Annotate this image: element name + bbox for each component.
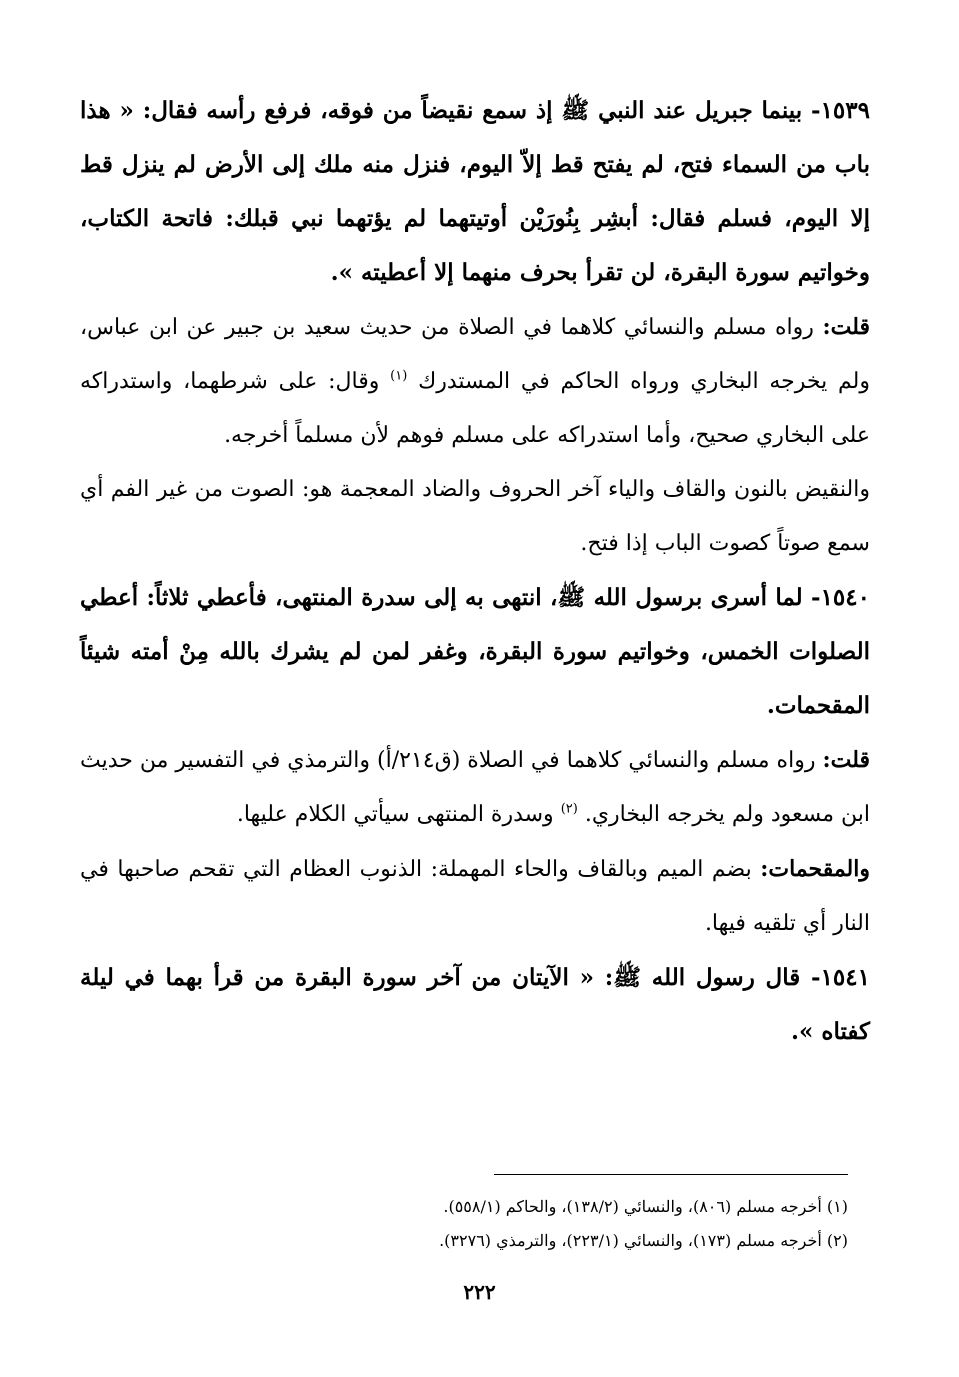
note-text-cont: وقال: على شرطهما، واستدراكه على البخاري صحيح، وأما استدراكه على مسلم فوهم لأن مسلماً أخرجه. xyxy=(80,369,870,448)
page-number: ٢٢٢ xyxy=(463,1280,496,1304)
page-body xyxy=(80,84,870,1059)
footnote-divider xyxy=(494,1174,848,1175)
term-lead: والمقحمات: xyxy=(760,856,870,882)
muqhimat-explanation xyxy=(80,842,870,951)
footnote-ref-1[interactable]: (١) xyxy=(390,368,408,384)
footnote-1: (١) أخرجه مسلم (٨٠٦)، والنسائي (١٣٨/٢)، والحاكم (٥٥٨/١). xyxy=(443,1197,848,1216)
note-1540 xyxy=(80,733,870,842)
hadith-1539: ١٥٣٩- بينما جبريل عند النبي ﷺ إذ سمع نقيضاً من فوقه، فرفع رأسه فقال: « هذا باب من السماء فتح، لم يفتح قط إلاّ اليوم، فنزل منه ملك إلى الأرض لم ينزل قط إلا اليوم، فسلم فقال: أبشِر بِنُورَيْن أوتيتهما لم يؤتهما نبي قبلك: فاتحة الكتاب، وخواتيم سورة البقرة، لن تقرأ بحرف منهما إلا أعطيته ». xyxy=(80,97,870,286)
note-lead: قلت: xyxy=(822,747,870,773)
hadith-1540: ١٥٤٠- لما أسرى برسول الله ﷺ، انتهى به إلى سدرة المنتهى، فأعطي ثلاثاً: أعطي الصلوات الخمس، وخواتيم سورة البقرة، وغفر لمن لم يشرك بالله مِنْ أمته شيئاً المقحمات. xyxy=(80,584,870,719)
hadith-1541: ١٥٤١- قال رسول الله ﷺ: « الآيتان من آخر سورة البقرة من قرأ بهما في ليلة كفتاه ». xyxy=(80,964,870,1045)
naqid-explanation: والنقيض بالنون والقاف والياء آخر الحروف والضاد المعجمة هو: الصوت من غير الفم أي سمع صوتاً كصوت الباب إذا فتح. xyxy=(80,477,870,556)
note-1539 xyxy=(80,300,870,463)
footnote-2: (٢) أخرجه مسلم (١٧٣)، والنسائي (٢٢٣/١)، والترمذي (٣٢٧٦). xyxy=(439,1231,848,1250)
footnote-ref-2[interactable]: (٢) xyxy=(560,801,578,817)
note-lead: قلت: xyxy=(822,314,870,340)
note-text-cont: وسدرة المنتهى سيأتي الكلام عليها. xyxy=(236,802,554,827)
footnotes xyxy=(300,1190,848,1258)
note-text: رواه مسلم والنسائي كلاهما في الصلاة من حديث سعيد بن جبير عن ابن عباس، ولم يخرجه البخاري ورواه الحاكم في المستدرك xyxy=(80,315,870,394)
note-text: رواه مسلم والنسائي كلاهما في الصلاة (ق٢١٤/أ) والترمذي في التفسير من حديث ابن مسعود ولم يخرجه البخاري. xyxy=(80,748,870,827)
term-text: بضم الميم وبالقاف والحاء المهملة: الذنوب العظام التي تقحم صاحبها في النار أي تلقيه فيها. xyxy=(80,857,870,936)
